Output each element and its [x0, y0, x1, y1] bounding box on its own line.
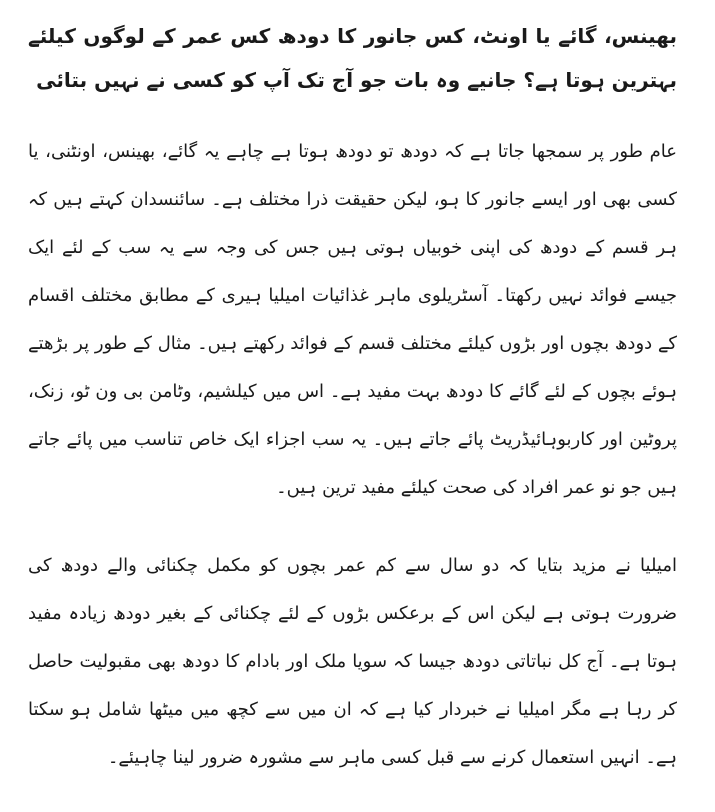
- article-body: [28, 14, 677, 812]
- article-paragraph-1: عام طور پر سمجھا جاتا ہے کہ دودھ تو دودھ ہوتا ہے چاہے یہ گائے، بھینس، اونٹنی، یا کسی بھی اور ایسے جانور کا ہو، لیکن حقیقت ذرا مختلف ہے۔ سائنسدان کہتے ہیں کہ ہر قسم کے دودھ کی اپنی خوبیاں ہوتی ہیں جس کی وجہ سے یہ سب کے لئے ایک جیسے فوائد نہیں رکھتا۔ آسٹریلوی ماہر غذائیات امیلیا ہیری کے مطابق مختلف اقسام کے دودھ بچوں اور بڑوں کیلئے مختلف قسم کے فوائد رکھتے ہیں۔ مثال کے طور پر بڑھتے ہوئے بچوں کے لئے گائے کا دودھ بہت مفید ہے۔ اس میں کیلشیم، وٹامن بی ون ٹو، زنک، پروٹین اور کاربوہائیڈریٹ پائے جاتے ہیں۔ یہ سب اجزاء ایک خاص تناسب میں پائے جاتے ہیں جو نو عمر افراد کی صحت کیلئے مفید ترین ہیں۔: [28, 141, 677, 498]
- article-paragraph-2: امیلیا نے مزید بتایا کہ دو سال سے کم عمر بچوں کو مکمل چکنائی والے دودھ کی ضرورت ہوتی ہے لیکن اس کے برعکس بڑوں کے لئے چکنائی کے بغیر دودھ زیادہ مفید ہوتا ہے۔ آج کل نباتاتی دودھ جیسا کہ سویا ملک اور بادام کا دودھ بھی مقبولیت حاصل کر رہا ہے مگر امیلیا نے خبردار کیا ہے کہ ان میں سے کچھ میں میٹھا شامل ہو سکتا ہے۔ انہیں استعمال کرنے سے قبل کسی ماہر سے مشورہ ضرور لینا چاہیئے۔: [28, 555, 677, 768]
- article-headline: بھینس، گائے یا اونٹ، کس جانور کا دودھ کس عمر کے لوگوں کیلئے بہترین ہوتا ہے؟ جانیے وہ بات جو آج تک آپ کو کسی نے نہیں بتائی: [28, 24, 677, 92]
